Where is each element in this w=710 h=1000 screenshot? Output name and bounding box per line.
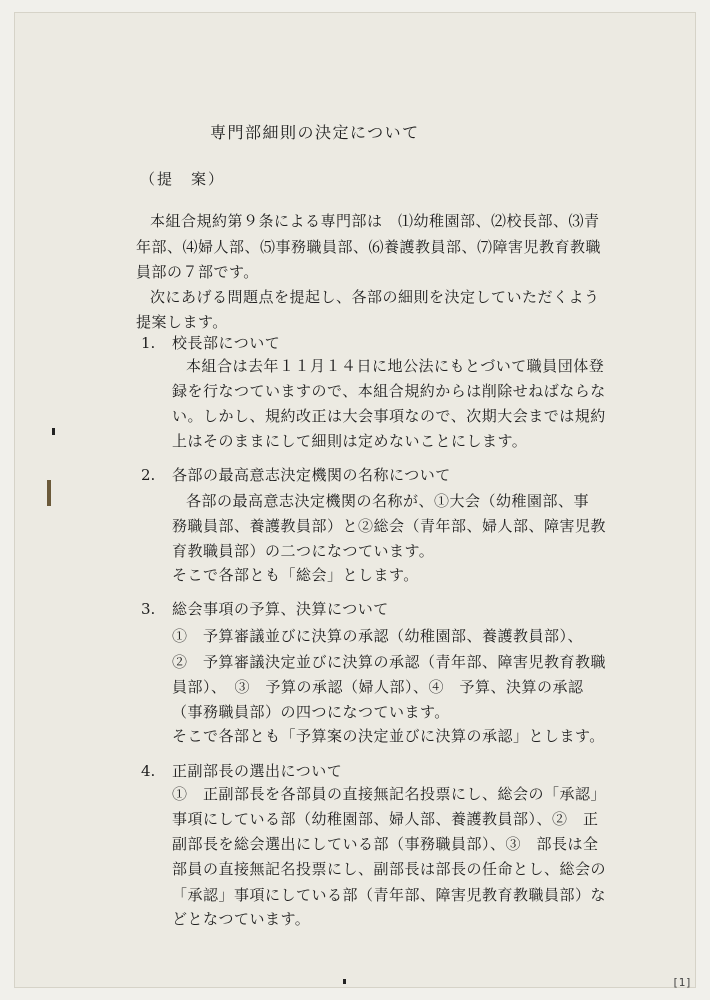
- proposal-heading: （提 案）: [140, 170, 226, 188]
- section-line: ② 予算審議決定並びに決算の承認（青年部、障害児教育教職: [172, 653, 607, 671]
- intro-line: 本組合規約第９条による専門部は ⑴幼稚園部、⑵校長部、⑶青: [150, 212, 600, 230]
- section-line: ① 正副部長を各部員の直接無記名投票にし、総会の「承認」: [172, 785, 607, 803]
- section-line: 事項にしている部（幼稚園部、婦人部、養護教員部）、② 正: [172, 810, 599, 828]
- section-line: ① 予算審議並びに決算の承認（幼稚園部、養護教員部）、: [172, 627, 584, 645]
- page-number: [1]: [672, 976, 692, 989]
- section-line: 員部）、 ③ 予算の承認（婦人部）、④ 予算、決算の承認: [172, 678, 584, 696]
- scan-mark: [52, 428, 55, 435]
- section-heading: 各部の最高意志決定機関の名称について: [172, 466, 451, 484]
- section-line: 録を行なつていますので、本組合規約からは削除せねばならな: [172, 382, 606, 400]
- section-line: （事務職員部）の四つになつています。: [172, 703, 450, 721]
- section-line: どとなつています。: [172, 910, 311, 928]
- section-line: そこで各部とも「総会」とします。: [172, 566, 419, 584]
- section-line: 上はそのままにして細則は定めないことにします。: [172, 432, 528, 450]
- section-line: 務職員部、養護教員部）と②総会（青年部、婦人部、障害児教: [172, 517, 607, 535]
- section-heading: 校長部について: [172, 334, 281, 352]
- scan-mark: [343, 979, 346, 984]
- section-number: 3.: [141, 600, 156, 618]
- intro-line: 年部、⑷婦人部、⑸事務職員部、⑹養護教員部、⑺障害児教育教職: [136, 238, 602, 256]
- section-number: 1.: [141, 334, 156, 352]
- section-heading: 正副部長の選出について: [172, 762, 343, 780]
- section-line: 育教職員部）の二つになつています。: [172, 542, 435, 560]
- section-line: 部員の直接無記名投票にし、副部長は部長の任命とし、総会の: [172, 860, 607, 878]
- section-line: い。しかし、規約改正は大会事項なので、次期大会までは規約: [172, 407, 606, 425]
- section-line: そこで各部とも「予算案の決定並びに決算の承認」とします。: [172, 727, 605, 745]
- section-line: 本組合は去年１１月１４日に地公法にもとづいて職員団体登: [186, 357, 605, 375]
- section-number: 4.: [141, 762, 156, 780]
- section-heading: 総会事項の予算、決算について: [172, 600, 389, 618]
- intro-line: 員部の７部です。: [136, 263, 259, 281]
- document-title: 専門部細則の決定について: [210, 123, 420, 142]
- scan-mark: [47, 480, 51, 506]
- section-line: 副部長を総会選出にしている部（事務職員部）、③ 部長は全: [172, 835, 599, 853]
- section-line: 各部の最高意志決定機関の名称が、①大会（幼稚園部、事: [186, 492, 590, 510]
- section-line: 「承認」事項にしている部（青年部、障害児教育教職員部）な: [172, 886, 607, 904]
- intro-line: 提案します。: [136, 313, 228, 331]
- section-number: 2.: [141, 466, 156, 484]
- intro-line: 次にあげる問題点を提起し、各部の細則を決定していただくよう: [150, 288, 600, 306]
